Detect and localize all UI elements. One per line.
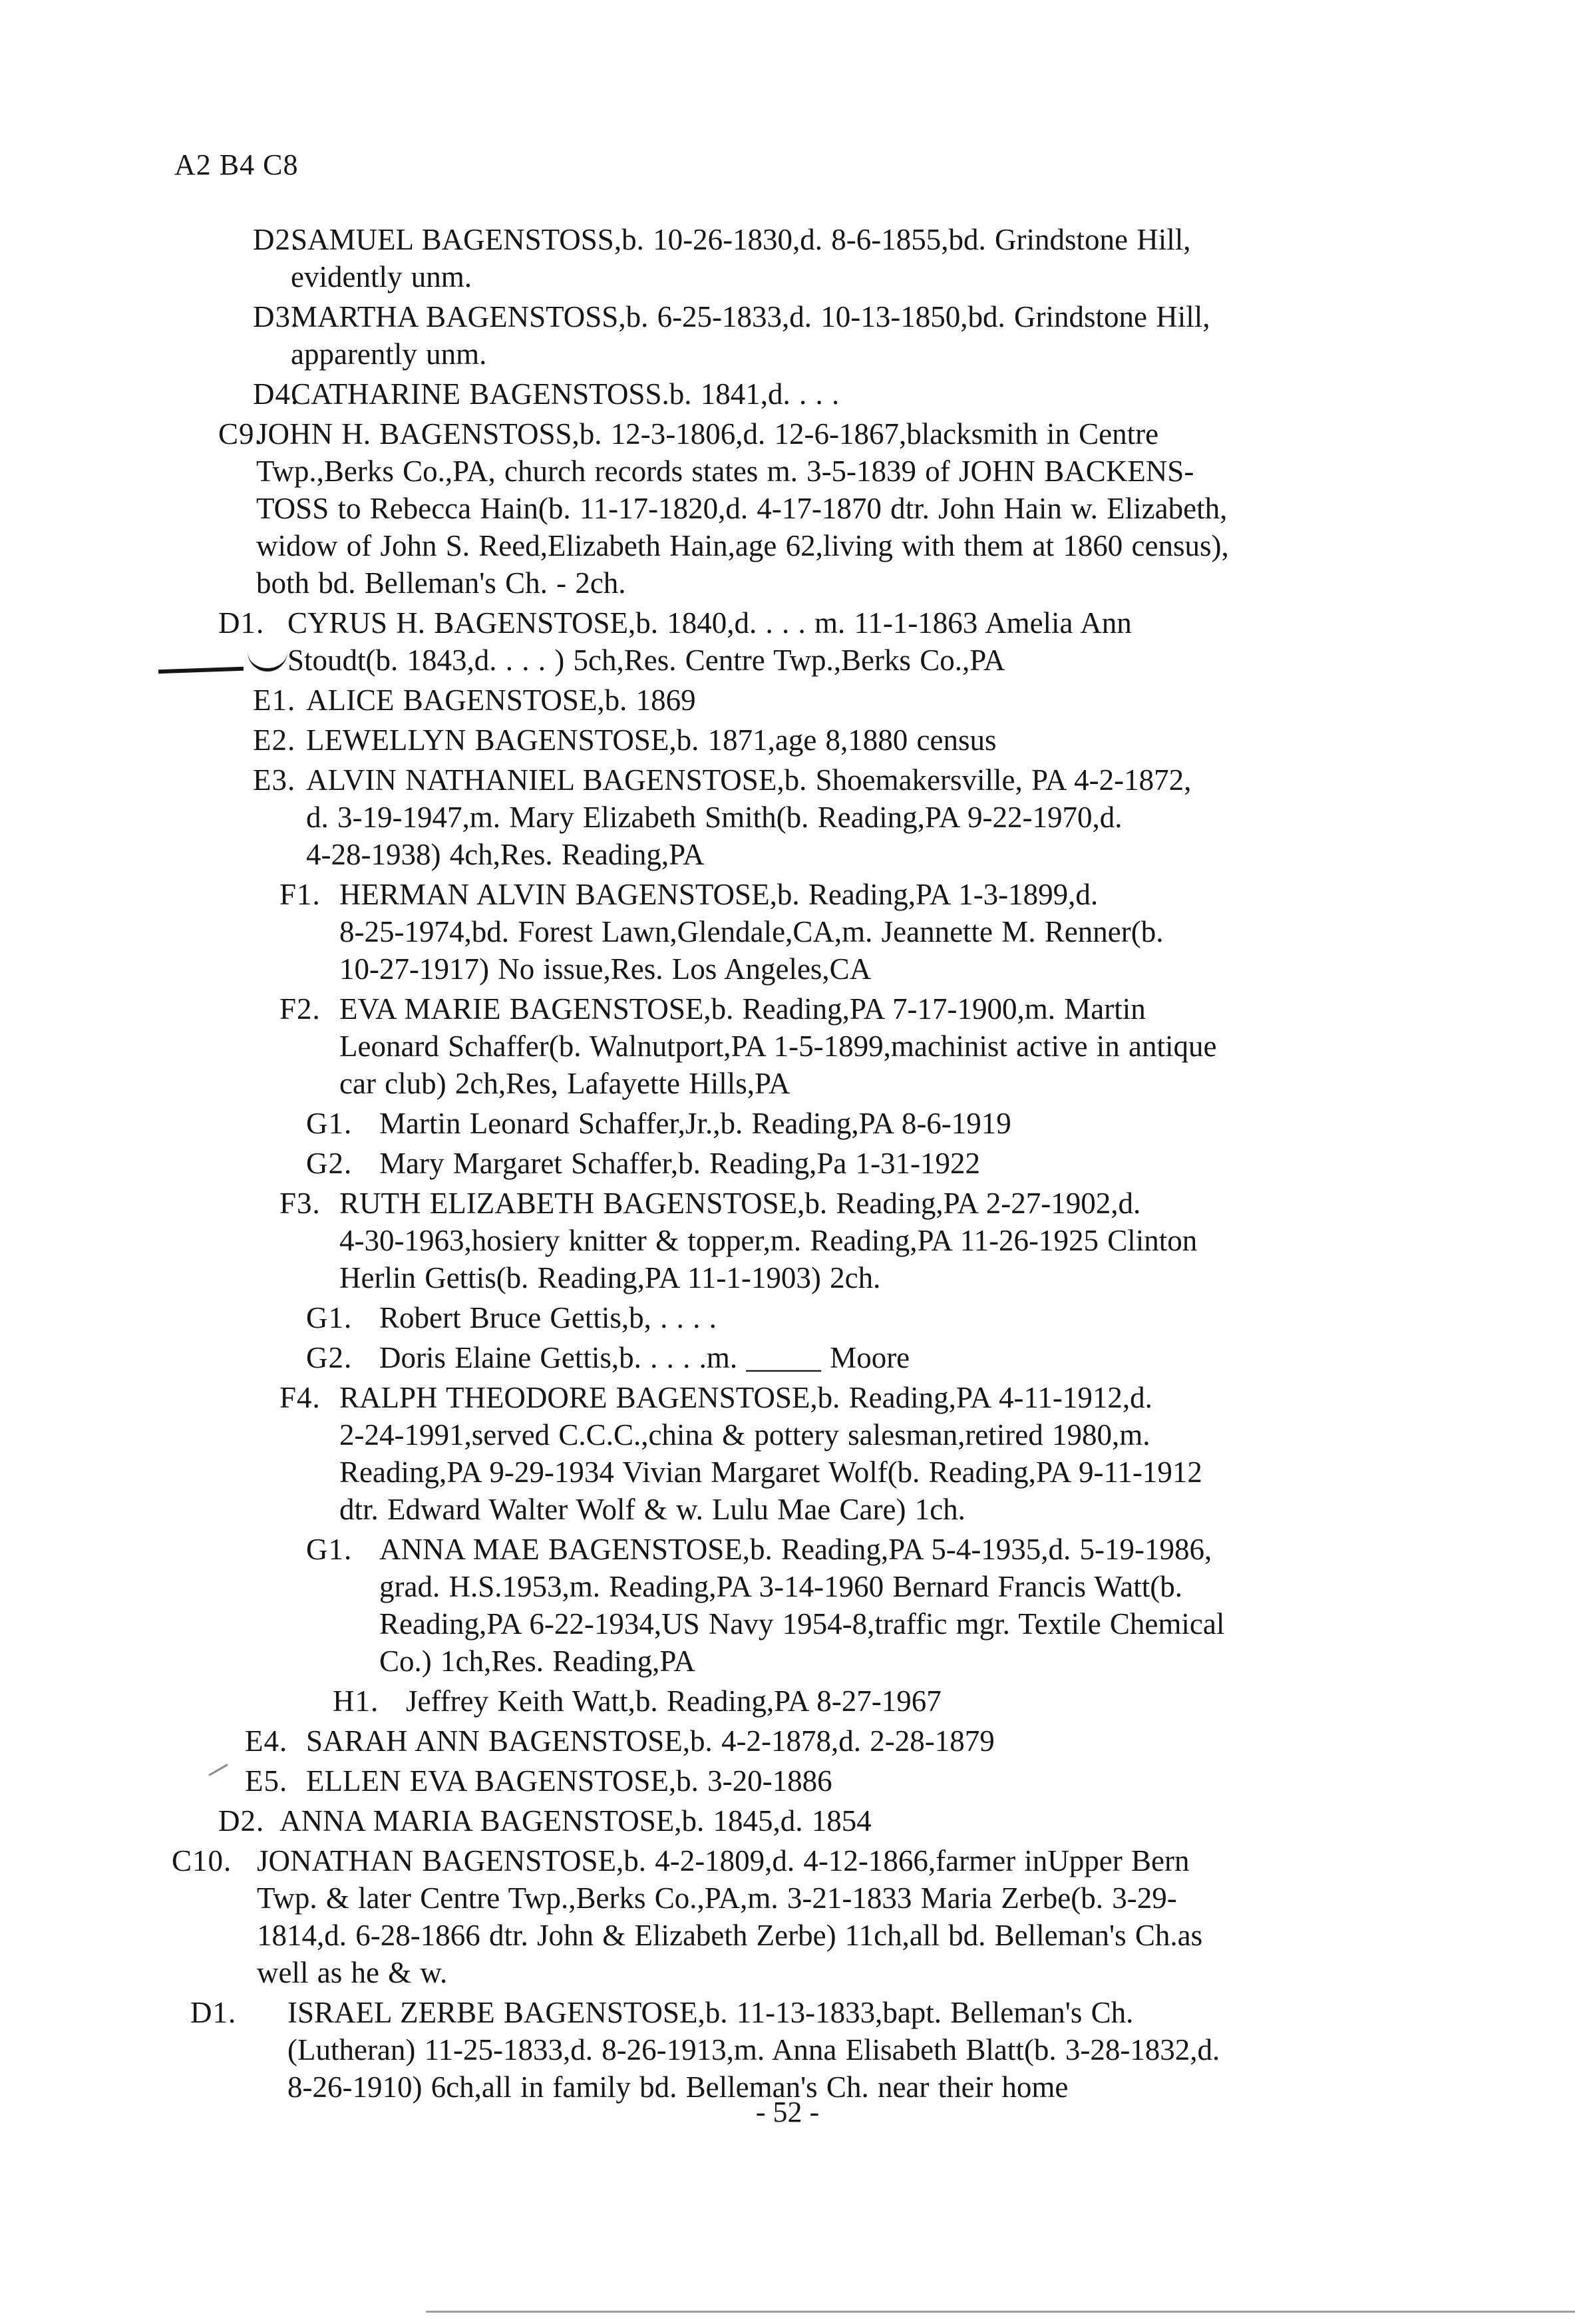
entry-label: C10.: [172, 1844, 232, 1877]
entry-label: E2.: [253, 723, 296, 757]
genealogy-entry: [0, 1802, 1575, 1840]
entry-text: CATHARINE BAGENSTOSS.b. 1841,d. . . .: [291, 377, 840, 411]
entry-label: D1.: [218, 606, 265, 640]
entry-label: D2.: [253, 223, 299, 256]
entry-label: C9.: [218, 417, 263, 451]
entry-label: F2.: [279, 992, 321, 1026]
entry-label: D3.: [253, 300, 299, 333]
entry-text: RUTH ELIZABETH BAGENSTOSE,b. Reading,PA 2-27-1902,d. 4-30-1963,hosiery knitter & topper,m. Reading,PA 11-26-1925 Clinton Herlin Gettis(b. Reading,PA 11-1-1903) 2ch.: [339, 1187, 1198, 1294]
entry-text: MARTHA BAGENSTOSS,b. 6-25-1833,d. 10-13-1850,bd. Grindstone Hill, apparently unm.: [291, 300, 1210, 371]
entry-text: JONATHAN BAGENSTOSE,b. 4-2-1809,d. 4-12-1866,farmer inUpper Bern Twp. & later Centre Twp.,Berks Co.,PA,m. 3-21-1833 Maria Zerbe(b. 3-29- 1814,d. 6-28-1866 dtr. John & Elizabeth Zerbe) 11ch,all bd. Belleman's Ch.as well as he & w.: [257, 1844, 1203, 1989]
entry-text: ALICE BAGENSTOSE,b. 1869: [306, 683, 696, 717]
genealogy-entry: [0, 1994, 1575, 2106]
entry-label: H1.: [333, 1684, 379, 1718]
entry-label: G2.: [306, 1147, 353, 1180]
genealogy-entry: [0, 1531, 1575, 1680]
genealogy-entry: [0, 1379, 1575, 1528]
entry-text: Doris Elaine Gettis,b. . . . .m. _____ Moore: [379, 1341, 910, 1374]
entry-label: E3.: [253, 763, 296, 797]
entry-label: F4.: [279, 1381, 321, 1414]
entry-text: ALVIN NATHANIEL BAGENSTOSE,b. Shoemakersville, PA 4-2-1872, d. 3-19-1947,m. Mary Elizabeth Smith(b. Reading,PA 9-22-1970,d. 4-28-1938) 4ch,Res. Reading,PA: [306, 763, 1192, 871]
entry-label: G1.: [306, 1107, 353, 1140]
page-number: - 52 -: [755, 2096, 820, 2128]
entry-label: G2.: [306, 1341, 353, 1374]
genealogy-entry: [0, 1762, 1575, 1800]
genealogy-entry: [0, 1105, 1575, 1142]
entry-text: SARAH ANN BAGENSTOSE,b. 4-2-1878,d. 2-28-1879: [306, 1724, 995, 1758]
entry-text: Martin Leonard Schaffer,Jr.,b. Reading,PA 8-6-1919: [379, 1107, 1011, 1140]
entry-label: D2.: [218, 1804, 265, 1838]
entry-label: G1.: [306, 1533, 353, 1566]
entry-text: ANNA MAE BAGENSTOSE,b. Reading,PA 5-4-1935,d. 5-19-1986, grad. H.S.1953,m. Reading,PA 3-14-1960 Bernard Francis Watt(b. Reading,PA 6-22-1934,US Navy 1954-8,traffic mgr. Textile Chemical Co.) 1ch,Res. Reading,PA: [379, 1533, 1225, 1678]
entry-label: D4.: [253, 377, 299, 411]
genealogy-entry: [0, 375, 1575, 413]
entry-text: SAMUEL BAGENSTOSS,b. 10-26-1830,d. 8-6-1855,bd. Grindstone Hill, evidently unm.: [291, 223, 1191, 293]
entry-text: ANNA MARIA BAGENSTOSE,b. 1845,d. 1854: [279, 1804, 872, 1838]
genealogy-entry: [0, 721, 1575, 759]
genealogy-entry: [0, 761, 1575, 873]
genealogy-entry: [0, 1339, 1575, 1376]
genealogy-entry: [0, 1722, 1575, 1760]
genealogy-entry: [0, 1145, 1575, 1182]
genealogy-entry: [0, 415, 1575, 602]
genealogy-entry: [0, 876, 1575, 988]
genealogy-entry: [0, 298, 1575, 373]
entry-text: CYRUS H. BAGENSTOSE,b. 1840,d. . . . m. 11-1-1863 Amelia Ann Stoudt(b. 1843,d. . . . ) 5ch,Res. Centre Twp.,Berks Co.,PA: [287, 606, 1132, 677]
genealogy-entry: [0, 681, 1575, 719]
entry-text: ELLEN EVA BAGENSTOSE,b. 3-20-1886: [306, 1764, 832, 1798]
entry-text: Robert Bruce Gettis,b, . . . .: [379, 1301, 717, 1334]
entry-text: LEWELLYN BAGENSTOSE,b. 1871,age 8,1880 census: [306, 723, 997, 757]
entry-text: Jeffrey Keith Watt,b. Reading,PA 8-27-1967: [406, 1684, 942, 1718]
entry-text: JOHN H. BAGENSTOSS,b. 12-3-1806,d. 12-6-1867,blacksmith in Centre Twp.,Berks Co.,PA, church records states m. 3-5-1839 of JOHN BACKENS- TOSS to Rebecca Hain(b. 11-17-1820,d. 4-17-1870 dtr. John Hain w. Elizabeth, widow of John S. Reed,Elizabeth Hain,age 62,living with them at 1860 census), both bd. Belleman's Ch. - 2ch.: [256, 417, 1229, 600]
entry-label: D1.: [190, 1996, 237, 2029]
entry-text: HERMAN ALVIN BAGENSTOSE,b. Reading,PA 1-3-1899,d. 8-25-1974,bd. Forest Lawn,Glendale,CA,m. Jeannette M. Renner(b. 10-27-1917) No issue,Res. Los Angeles,CA: [339, 878, 1164, 986]
page-header: A2 B4 C8: [174, 148, 299, 181]
entry-text: ISRAEL ZERBE BAGENSTOSE,b. 11-13-1833,bapt. Belleman's Ch. (Lutheran) 11-25-1833,d. 8-26-1913,m. Anna Elisabeth Blatt(b. 3-28-1832,d. 8-26-1910) 6ch,all in family bd. Belleman's Ch. near their home: [287, 1996, 1220, 2104]
entry-label: F3.: [279, 1187, 321, 1220]
genealogy-entry: [0, 221, 1575, 295]
scan-edge-line: [426, 2311, 1575, 2313]
entry-label: E4.: [245, 1724, 288, 1758]
entry-text: RALPH THEODORE BAGENSTOSE,b. Reading,PA 4-11-1912,d. 2-24-1991,served C.C.C.,china & pottery salesman,retired 1980,m. Reading,PA 9-29-1934 Vivian Margaret Wolf(b. Reading,PA 9-11-1912 dtr. Edward Walter Wolf & w. Lulu Mae Care) 1ch.: [339, 1381, 1202, 1526]
genealogy-entry: [0, 1682, 1575, 1720]
entry-label: E5.: [245, 1764, 288, 1798]
entry-text: EVA MARIE BAGENSTOSE,b. Reading,PA 7-17-1900,m. Martin Leonard Schaffer(b. Walnutport,PA 1-5-1899,machinist active in antique car club) 2ch,Res, Lafayette Hills,PA: [339, 992, 1217, 1100]
genealogy-entry: [0, 1842, 1575, 1991]
entry-label: G1.: [306, 1301, 353, 1334]
genealogy-entries: [0, 221, 1575, 2108]
genealogy-entry: [0, 1185, 1575, 1296]
entry-label: E1.: [253, 683, 296, 717]
genealogy-entry: [0, 990, 1575, 1102]
entry-label: F1.: [279, 878, 321, 911]
entry-text: Mary Margaret Schaffer,b. Reading,Pa 1-31-1922: [379, 1147, 981, 1180]
genealogy-entry: [0, 1299, 1575, 1336]
